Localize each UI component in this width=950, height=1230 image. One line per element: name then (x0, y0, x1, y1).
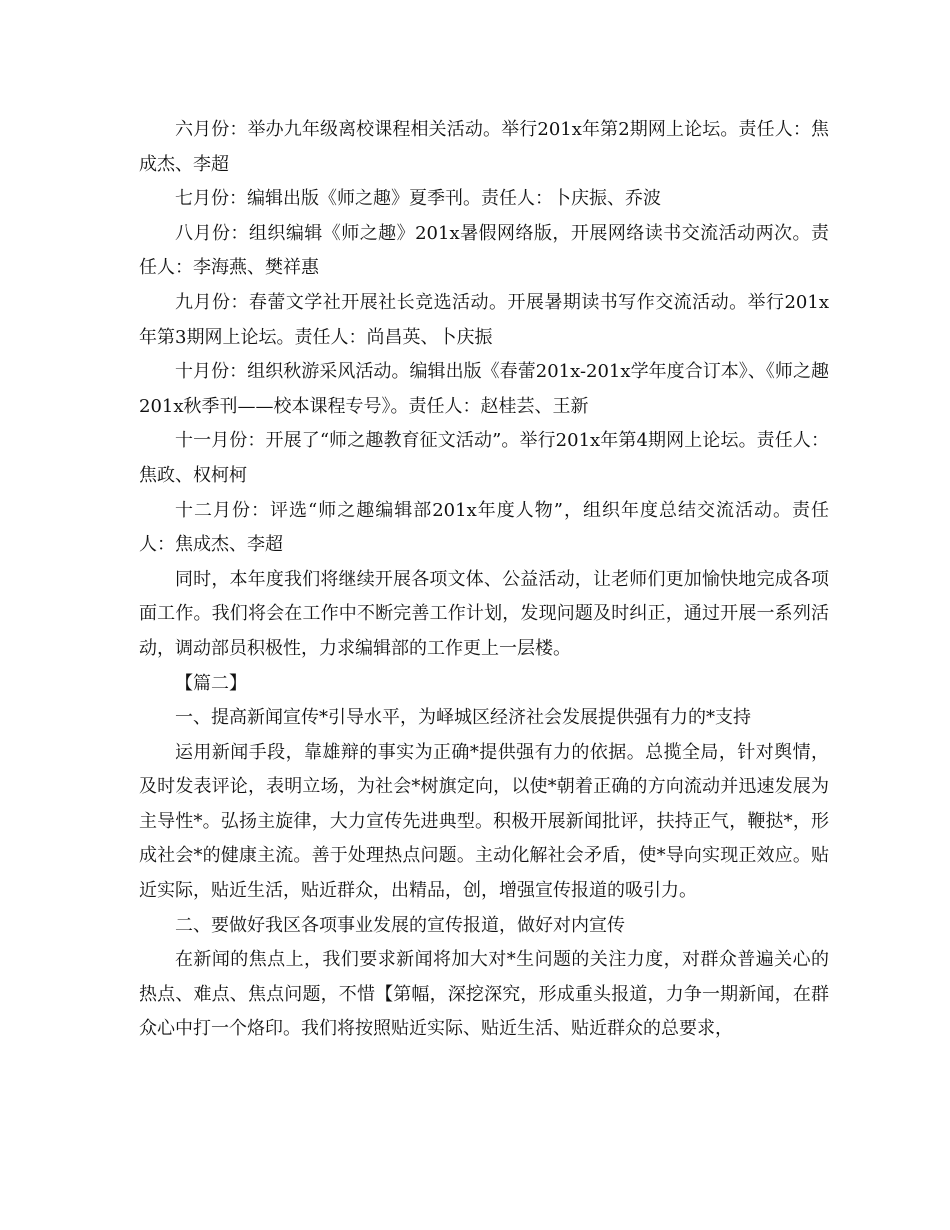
paragraph-summary: 同时，本年度我们将继续开展各项文体、公益活动，让老师们更加愉快地完成各项面工作。我们将会在工作中不断完善工作计划，发现问题及时纠正，通过开展一系列活动，调动部员积极性，力求编辑部的工作更上一层楼。 (139, 568, 829, 659)
paragraph-september: 九月份：春蕾文学社开展社长竞选活动。开展暑期读书写作交流活动。举行201x年第3期网上论坛。责任人：尚昌英、卜庆振 (139, 291, 829, 348)
document-body (139, 113, 829, 1047)
paragraph-december: 十二月份：评选“师之趣编辑部201x年度人物”，组织年度总结交流活动。责任人：焦成杰、李超 (139, 499, 829, 556)
subheading-two: 二、要做好我区各项事业发展的宣传报道，做好对内宣传 (175, 914, 625, 936)
paragraph-news-focus: 在新闻的焦点上，我们要求新闻将加大对*生问题的关注力度，对群众普遍关心的热点、难点、焦点问题，不惜【第幅，深挖深究，形成重头报道，力争一期新闻，在群众心中打一个烙印。我们将按照贴近实际、贴近生活、贴近群众的总要求， (139, 949, 829, 1040)
paragraph-october: 十月份：组织秋游采风活动。编辑出版《春蕾201x-201x学年度合订本》、《师之趣201x秋季刊——校本课程专号》。责任人：赵桂芸、王新 (139, 361, 829, 417)
section-heading: 【篇二】 (175, 672, 247, 694)
paragraph-july: 七月份：编辑出版《师之趣》夏季刊。责任人：卜庆振、乔波 (175, 188, 661, 210)
paragraph-june: 六月份：举办九年级离校课程相关活动。举行201x年第2期网上论坛。责任人：焦成杰、李超 (139, 119, 829, 175)
paragraph-august: 八月份：组织编辑《师之趣》201x暑假网络版，开展网络读书交流活动两次。责任人：李海燕、樊祥惠 (139, 222, 829, 279)
paragraph-news-guidance: 运用新闻手段，靠雄辩的事实为正确*提供强有力的依据。总揽全局，针对舆情，及时发表评论，表明立场，为社会*树旗定向，以使*朝着正确的方向流动并迅速发展为主导性*。弘扬主旋律，大力宣传先进典型。积极开展新闻批评，扶持正气，鞭挞*，形成社会*的健康主流。善于处理热点问题。主动化解社会矛盾，使*导向实现正效应。贴近实际，贴近生活，贴近群众，出精品，创，增强宣传报道的吸引力。 (139, 741, 829, 902)
paragraph-november: 十一月份：开展了“师之趣教育征文活动”。举行201x年第4期网上论坛。责任人：焦政、权柯柯 (139, 430, 829, 486)
subheading-one: 一、提高新闻宣传*引导水平，为峄城区经济社会发展提供强有力的*支持 (175, 707, 751, 729)
